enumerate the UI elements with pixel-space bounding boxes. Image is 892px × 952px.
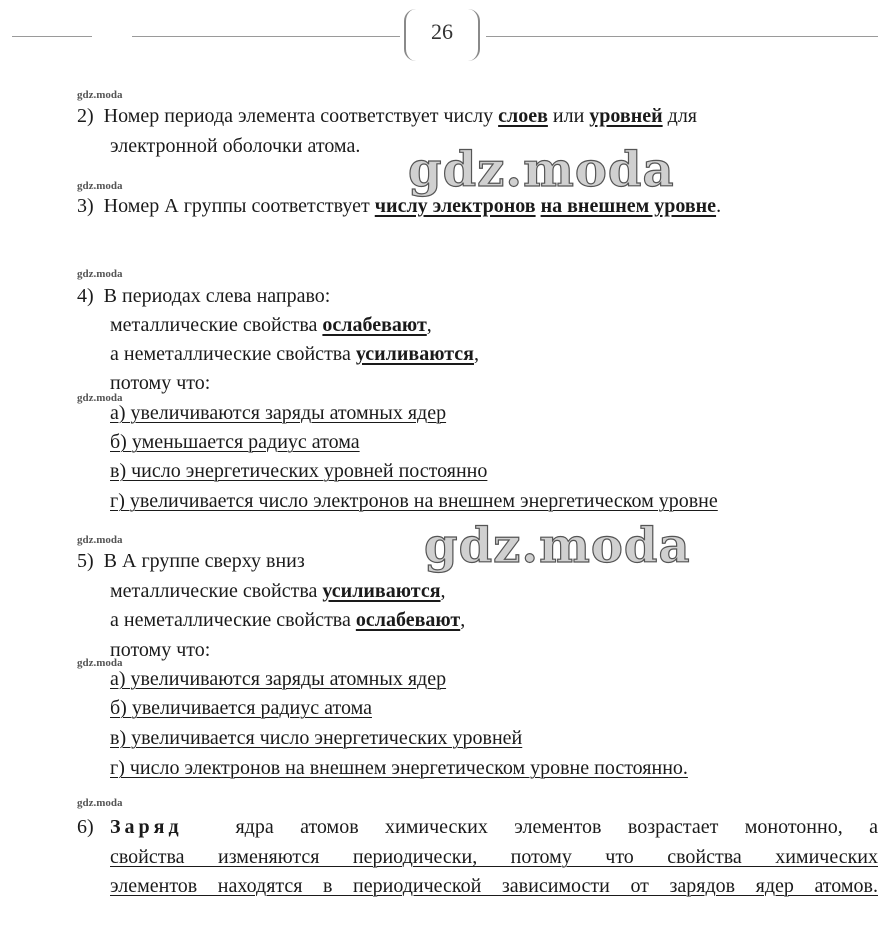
item-4-reason-c: в) число энергетических уровней постоянно xyxy=(110,460,488,482)
text: , xyxy=(473,343,479,365)
watermark-small: gdz.moda xyxy=(77,180,123,192)
answer-word: слоев xyxy=(498,105,548,127)
item-4-line-1 xyxy=(77,284,330,308)
watermark-small: gdz.moda xyxy=(77,657,123,669)
text: , xyxy=(426,314,432,336)
header-rule-right xyxy=(486,36,878,37)
header-rule-left-2 xyxy=(132,36,400,37)
text: . xyxy=(716,195,722,217)
item-3-line-1 xyxy=(77,194,721,218)
item-4-reason-a: а) увеличиваются заряды атомных ядер xyxy=(110,402,447,424)
answer-word: усиливаются xyxy=(322,580,441,602)
answer-word: ослабевают xyxy=(355,609,461,631)
text: , xyxy=(440,580,446,602)
item-5-line-3 xyxy=(110,608,465,632)
answer-word: Заряд xyxy=(110,816,183,838)
text: Номер А группы соответствует xyxy=(103,195,375,217)
watermark-large: gdz.moda xyxy=(424,518,691,574)
item-5-line-1 xyxy=(77,549,305,573)
text: а неметаллические свойства xyxy=(110,609,356,631)
watermark-small: gdz.moda xyxy=(77,392,123,404)
header-rule-left xyxy=(12,36,92,37)
answer-word: усиливаются xyxy=(355,343,474,365)
item-5-reason-d: г) число электронов на внешнем энергетическом уровне постоянно. xyxy=(110,757,688,779)
text: Номер периода элемента соответствует числу xyxy=(103,105,499,127)
text: В периодах слева направо: xyxy=(103,285,331,307)
item-6-line-1 xyxy=(110,815,878,839)
item-5-reason-b: б) увеличивается радиус атома xyxy=(110,697,372,719)
watermark-large: gdz.moda xyxy=(408,142,675,198)
item-2-line-2: электронной оболочки атома. xyxy=(110,135,361,157)
item-5-reason-c: в) увеличивается число энергетических уровней xyxy=(110,727,523,749)
watermark-small: gdz.moda xyxy=(77,268,123,280)
item-2-line-1 xyxy=(77,104,697,128)
answer-word: на внешнем уровне xyxy=(540,195,717,217)
item-number: 5) xyxy=(77,550,94,572)
text: В А группе сверху вниз xyxy=(103,550,305,572)
watermark-small: gdz.moda xyxy=(77,797,123,809)
item-6-line-3: элементов находятся в периодической зависимости от зарядов ядер атомов. xyxy=(110,875,878,897)
item-number: 2) xyxy=(77,105,94,127)
text: металлические свойства xyxy=(110,580,323,602)
text: , xyxy=(460,609,466,631)
text: для xyxy=(662,105,697,127)
item-5-line-2 xyxy=(110,579,446,603)
item-4-line-3 xyxy=(110,342,479,366)
item-4-line-4: потому что: xyxy=(110,372,211,394)
text: или xyxy=(547,105,590,127)
item-6-line-2: свойства изменяются периодически, потому что свойства химических xyxy=(110,846,878,868)
item-4-reason-d: г) увеличивается число электронов на внешнем энергетическом уровне xyxy=(110,490,718,512)
text: ядра атомов химических элементов возрастает монотонно, а xyxy=(235,816,878,838)
answer-word: числу электронов xyxy=(374,195,536,217)
watermark-small: gdz.moda xyxy=(77,89,123,101)
page-number: 26 xyxy=(404,9,480,61)
item-4-reason-b: б) уменьшается радиус атома xyxy=(110,431,360,453)
item-6-number: 6) xyxy=(77,816,94,838)
text: металлические свойства xyxy=(110,314,323,336)
item-4-line-2 xyxy=(110,313,432,337)
item-number: 4) xyxy=(77,285,94,307)
watermark-small: gdz.moda xyxy=(77,534,123,546)
answer-word: ослабевают xyxy=(322,314,427,336)
item-5-line-4: потому что: xyxy=(110,639,211,661)
item-5-reason-a: а) увеличиваются заряды атомных ядер xyxy=(110,668,447,690)
item-number: 3) xyxy=(77,195,94,217)
answer-word: уровней xyxy=(589,105,663,127)
text: а неметаллические свойства xyxy=(110,343,356,365)
